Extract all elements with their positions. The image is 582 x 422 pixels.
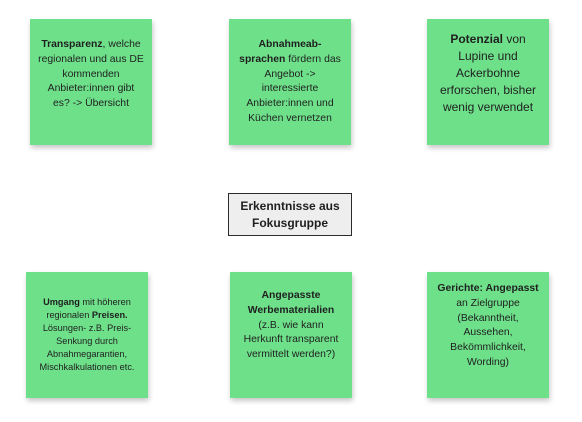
- note-bold-text: Umgang: [43, 296, 80, 307]
- sticky-note-gerichte[interactable]: [427, 272, 549, 398]
- note-body-text: (z.B. wie kann Herkunft transparent vermittelt werden?): [243, 319, 339, 361]
- sticky-note-abnahmeabsprachen[interactable]: [229, 19, 351, 145]
- central-topic-box[interactable]: [228, 193, 352, 236]
- note-bold-text: Gerichte: Angepasst: [437, 283, 539, 294]
- sticky-note-umgang-preise[interactable]: [26, 272, 148, 398]
- note-bold-text-2: Preisen.: [91, 309, 128, 320]
- sticky-note-transparenz[interactable]: [30, 19, 152, 145]
- note-body-text: fördern das Angebot -> interessierte Anbieter:innen und Küchen vernetzen: [246, 53, 341, 124]
- sticky-note-potenzial[interactable]: [427, 19, 549, 145]
- note-body-text-2: Lösungen- z.B. Preis- Senkung durch Abnahmegarantien, Mischkalkulationen etc.: [39, 322, 135, 373]
- note-text: [38, 38, 144, 112]
- note-body-text: an Zielgruppe (Bekanntheit, Aussehen, Bekömmlichkeit, Wording): [450, 297, 526, 368]
- central-topic-line-1: Erkenntnisse aus: [240, 198, 340, 213]
- sticky-note-werbematerialien[interactable]: [230, 272, 352, 398]
- note-bold-text: Potenzial: [450, 32, 503, 46]
- note-text: [238, 289, 344, 363]
- note-text: [32, 296, 142, 374]
- note-body-text: mit höheren regionalen: [46, 296, 131, 320]
- note-text: [435, 282, 541, 371]
- note-body-text: von Lupine und Ackerbohne erforschen, bisher wenig verwendet: [439, 32, 537, 115]
- note-bold-text: Angepasste Werbematerialien: [247, 290, 335, 316]
- central-topic-text: [240, 198, 339, 231]
- note-text: [237, 38, 343, 127]
- note-text: [435, 31, 541, 116]
- central-topic-line-2: Fokusgruppe: [251, 215, 328, 230]
- note-bold-text: Abnahmeab- sprachen: [239, 39, 322, 65]
- note-bold-text: Transparenz: [41, 39, 103, 50]
- note-body-text: , welche regionalen und aus DE kommenden Anbieter:innen gibt es? -> Übersicht: [38, 39, 144, 110]
